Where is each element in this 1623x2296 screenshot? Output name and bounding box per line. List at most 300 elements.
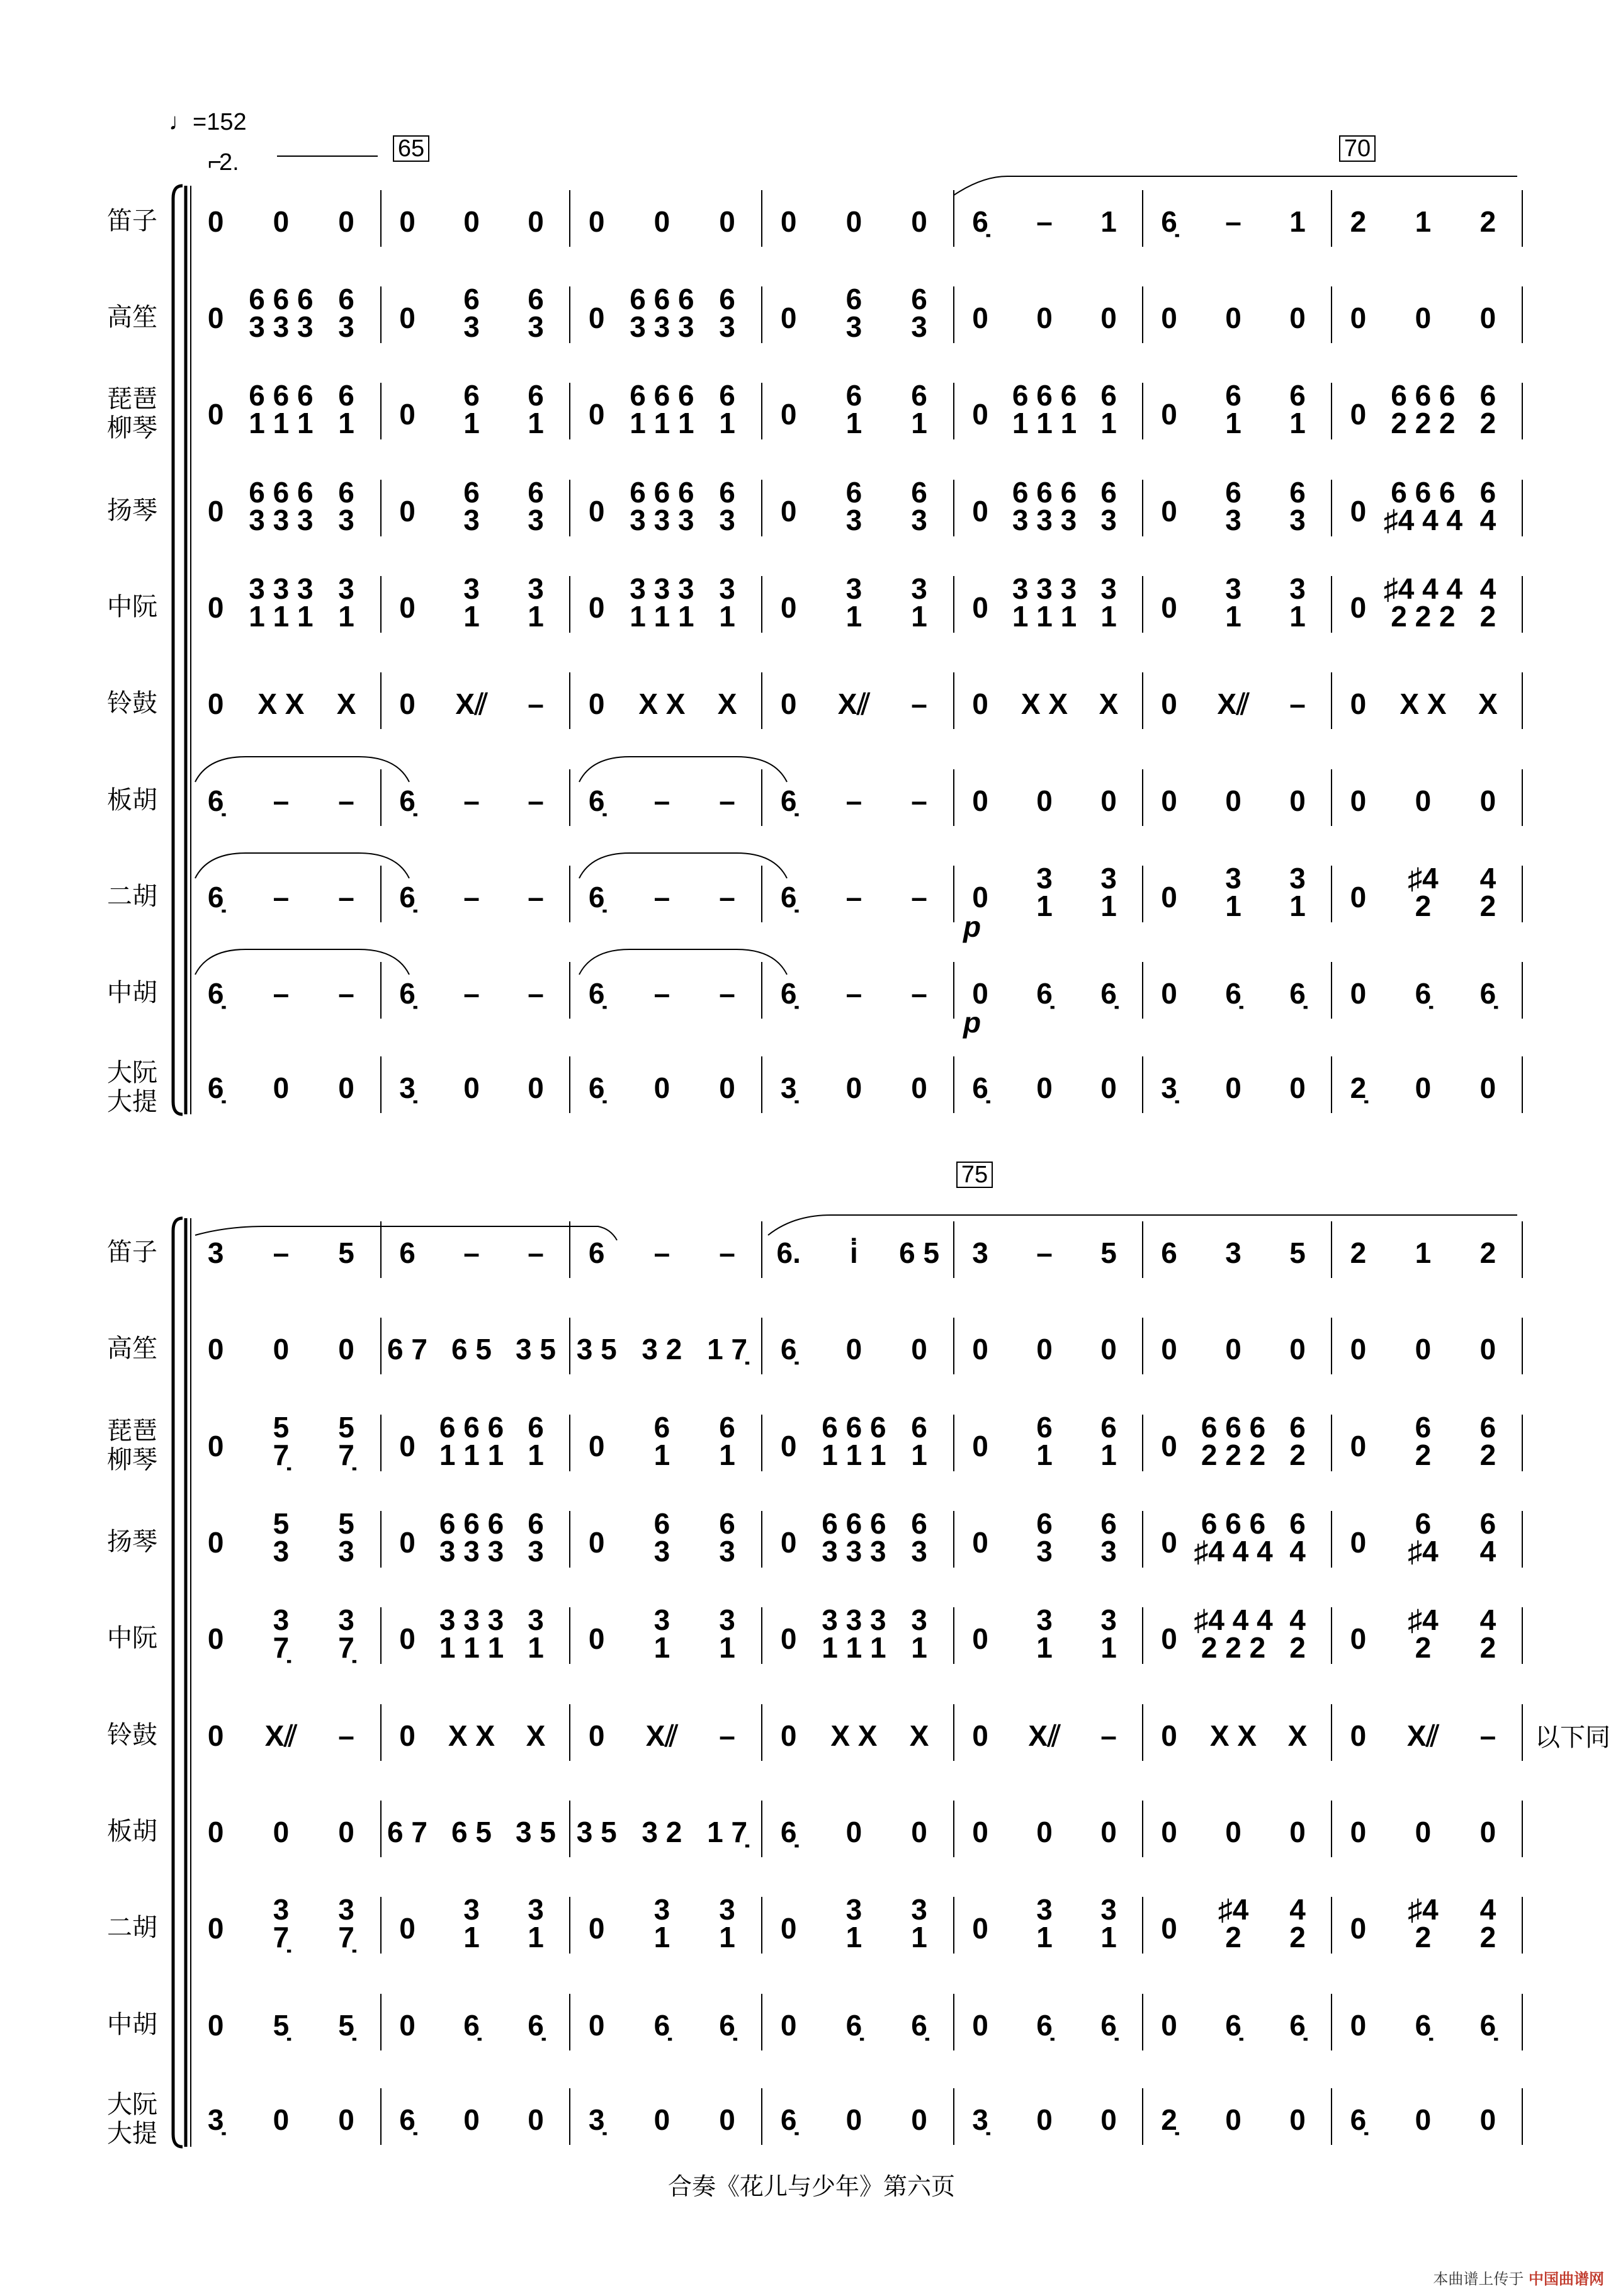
note-upper: 3 — [528, 572, 544, 605]
rehearsal-mark: 70 — [1343, 135, 1371, 162]
note-upper: 5 — [273, 1507, 290, 1540]
note: 0 — [780, 2009, 797, 2042]
note-lower: 7̣ — [338, 1921, 354, 1954]
note: – — [845, 977, 862, 1010]
note: 6̣ — [399, 977, 416, 1010]
note-lower: 3 3 3 — [1012, 504, 1077, 536]
note-lower: 2 — [1415, 1921, 1432, 1954]
note: 6̣ — [780, 977, 797, 1010]
note: 6̣ — [780, 1333, 797, 1366]
note: – — [1100, 1719, 1117, 1752]
note: 3 2 — [642, 1333, 682, 1366]
note-lower: 1 — [1289, 600, 1306, 633]
note: 0 — [207, 1816, 224, 1848]
note: 6̣ — [1415, 2009, 1432, 2042]
note: 3 — [972, 1236, 988, 1269]
note: 2̣ — [1161, 2103, 1177, 2136]
note: 0 — [338, 2103, 354, 2136]
note-upper: 6 — [528, 476, 544, 509]
note: 0 — [1350, 784, 1367, 817]
note-lower: 3 — [1289, 504, 1306, 536]
note: 0 — [1161, 1816, 1177, 1848]
note-upper: 3 — [1289, 572, 1306, 605]
instrument-label: 板胡 — [107, 786, 157, 815]
note-upper: 6 — [1225, 476, 1241, 509]
note: 0 — [1350, 977, 1367, 1010]
note: 6 5 — [899, 1236, 940, 1269]
note: 6̣ — [911, 2009, 927, 2042]
note-upper: 6 — [528, 1507, 544, 1540]
note-lower: 1 — [528, 1921, 544, 1954]
note: X⫽ — [1406, 1719, 1440, 1752]
note-upper: 6 — [1289, 1411, 1306, 1444]
note-lower: 2 — [1479, 1439, 1496, 1471]
note: 0 — [399, 1526, 416, 1559]
note: 0 — [972, 1912, 988, 1945]
note-upper: 3 — [1100, 572, 1117, 605]
note: 0 — [1479, 1816, 1496, 1848]
note-upper: 3 — [1036, 1603, 1053, 1636]
slur — [954, 176, 1517, 195]
instrument-label: 大阮 — [107, 1058, 157, 1087]
note-lower: 1 — [463, 407, 480, 439]
note: 0 — [1225, 302, 1241, 334]
note-upper: 3 — [653, 1893, 670, 1926]
note: 3 2 — [642, 1816, 682, 1848]
note: 0 — [972, 977, 988, 1010]
note-upper: 3 — [719, 1893, 735, 1926]
note: 0 — [845, 1333, 862, 1366]
note: – — [338, 784, 354, 817]
note-lower: 4 — [1479, 504, 1496, 536]
note: – — [719, 1719, 735, 1752]
note: – — [528, 977, 544, 1010]
note-lower: 3 — [463, 310, 480, 343]
note: 0 — [972, 784, 988, 817]
note-upper: 3 — [845, 1893, 862, 1926]
note-lower: 3 — [1100, 504, 1117, 536]
note: 0 — [1036, 1816, 1053, 1848]
note: 6̣ — [972, 1072, 988, 1104]
instrument-label: 中阮 — [107, 1624, 157, 1653]
note: 6̣ — [972, 205, 988, 238]
note-lower: 2 — [1415, 890, 1432, 922]
note: 6̣ — [1479, 977, 1496, 1010]
note-upper: 6 — [719, 1411, 735, 1444]
note-upper: 3 3 3 — [630, 572, 694, 605]
note-lower: 2 — [1225, 1921, 1241, 1954]
note-lower: 2 2 2 — [1201, 1439, 1266, 1471]
note: 6̣ — [1225, 2009, 1241, 2042]
note: 0 — [780, 687, 797, 720]
note: 6̣ — [780, 881, 797, 913]
note-lower: 1 — [1225, 407, 1241, 439]
note-upper: 6 — [528, 379, 544, 412]
note-upper: 4 — [1479, 572, 1496, 605]
note: 6̣ — [653, 2009, 670, 2042]
instrument-label: 高笙 — [107, 1334, 157, 1363]
note-upper: 3 3 3 — [249, 572, 314, 605]
note-upper: 6 6 6 — [1391, 476, 1456, 509]
note-upper: ♯4 — [1408, 1603, 1439, 1636]
note: 0 — [273, 2103, 290, 2136]
note-lower: 4 — [1479, 1535, 1496, 1568]
note: 3 — [207, 1236, 224, 1269]
note-lower: 3 3 3 — [822, 1535, 886, 1568]
note: 0 — [1161, 591, 1177, 624]
note-upper: 3 — [1289, 862, 1306, 895]
note-lower: 2 — [1479, 890, 1496, 922]
note-upper: 6 6 6 — [1201, 1507, 1266, 1540]
instrument-label: 二胡 — [107, 1913, 157, 1942]
note: 0 — [207, 302, 224, 334]
note-lower: 3 — [1100, 1535, 1117, 1568]
note-upper: 6 — [1289, 476, 1306, 509]
note: 0 — [1350, 2009, 1367, 2042]
note: 1 7̣ — [707, 1816, 748, 1848]
note: 0 — [1161, 784, 1177, 817]
ending-label: 2. — [219, 149, 239, 176]
note: X X — [1021, 687, 1068, 720]
note: 0 — [1225, 2103, 1241, 2136]
note: X — [1099, 687, 1119, 720]
note-lower: 3 — [463, 504, 480, 536]
instrument-label: 笛子 — [107, 1238, 157, 1267]
note: 0 — [911, 205, 927, 238]
note: 0 — [1350, 1526, 1367, 1559]
note-lower: 1 — [719, 600, 735, 633]
note-upper: 3 — [845, 572, 862, 605]
note: 0 — [1415, 302, 1432, 334]
note-upper: 4 — [1289, 1603, 1306, 1636]
note: 1 — [1289, 205, 1306, 238]
note: 0 — [207, 1430, 224, 1462]
watermark — [1433, 2266, 1604, 2288]
note-lower: 1 — [1289, 890, 1306, 922]
note: 0 — [588, 398, 605, 431]
note: 6̣ — [588, 784, 605, 817]
note-upper: 6 — [1036, 1507, 1053, 1540]
note: 0 — [780, 1430, 797, 1462]
note-lower: 3 — [338, 310, 354, 343]
note: 0 — [1225, 1816, 1241, 1848]
note: 0 — [528, 1072, 544, 1104]
note-lower: 3 3 3 — [249, 504, 314, 536]
note-lower: 1 — [845, 1921, 862, 1954]
note: 0 — [588, 2009, 605, 2042]
note-upper: 3 — [1100, 862, 1117, 895]
note: 0 — [1350, 591, 1367, 624]
note: 0 — [1161, 1430, 1177, 1462]
note-upper: 6 — [1415, 1411, 1432, 1444]
note: 3 5 — [576, 1333, 617, 1366]
note-lower: 1 1 1 — [249, 600, 314, 633]
note-upper: 6 6 6 — [439, 1507, 504, 1540]
slur — [195, 757, 409, 782]
note: 0 — [1161, 495, 1177, 528]
note: 3 5 — [516, 1816, 556, 1848]
note-upper: 3 — [338, 572, 354, 605]
note: 0 — [972, 881, 988, 913]
note: 5̣ — [273, 2009, 290, 2042]
note: – — [273, 977, 290, 1010]
note-lower: 3 — [528, 504, 544, 536]
instrument-label: 扬琴 — [107, 496, 157, 525]
note: 0 — [588, 302, 605, 334]
instrument-label: 中胡 — [107, 2010, 157, 2039]
note: – — [719, 881, 735, 913]
note: – — [719, 977, 735, 1010]
instrument-label: 笛子 — [107, 206, 157, 235]
note-upper: 3 — [1100, 1893, 1117, 1926]
note: 0 — [719, 2103, 735, 2136]
note: 6̣ — [780, 784, 797, 817]
note: 0 — [399, 398, 416, 431]
note-lower: 1 — [1225, 890, 1241, 922]
note: 0 — [780, 1719, 797, 1752]
note-lower: 1 — [845, 407, 862, 439]
note: – — [528, 1236, 544, 1269]
note-upper: 6 — [338, 476, 354, 509]
note: 5 — [1100, 1236, 1117, 1269]
note: 0 — [1036, 1333, 1053, 1366]
note: 0 — [1161, 1622, 1177, 1655]
note-upper: 6 6 6 — [249, 379, 314, 412]
note: 6 7 — [387, 1333, 427, 1366]
note-lower: 1 1 1 — [249, 407, 314, 439]
note: 3̣ — [588, 2103, 605, 2136]
note-lower: 3 — [719, 310, 735, 343]
note-lower: 3 — [845, 504, 862, 536]
note: 0 — [338, 205, 354, 238]
note: 0 — [207, 1912, 224, 1945]
note: 0 — [207, 1526, 224, 1559]
note-upper: 6 6 6 — [1201, 1411, 1266, 1444]
note: 3 — [1225, 1236, 1241, 1269]
note: 0 — [588, 1912, 605, 1945]
note: 6 — [399, 1236, 416, 1269]
note-lower: ♯4 — [1408, 1535, 1439, 1568]
note: X X — [638, 687, 686, 720]
note-upper: 6 — [911, 1411, 927, 1444]
note: X X — [448, 1719, 495, 1752]
system-brace — [173, 186, 183, 1114]
note: 6̣ — [399, 784, 416, 817]
note: X — [1287, 1719, 1308, 1752]
note-upper: 5 — [338, 1411, 354, 1444]
note: 0 — [1100, 784, 1117, 817]
note: – — [845, 784, 862, 817]
note-lower: 1 1 1 — [630, 407, 694, 439]
note-lower: 3 — [1036, 1535, 1053, 1568]
note: 0 — [911, 1072, 927, 1104]
note: 6̣ — [207, 881, 224, 913]
note: 0 — [399, 495, 416, 528]
note: 0 — [1161, 2009, 1177, 2042]
note: – — [1036, 1236, 1053, 1269]
note: 0 — [780, 205, 797, 238]
note-lower: 3 — [911, 1535, 927, 1568]
note-upper: ♯4 — [1218, 1893, 1249, 1926]
note: – — [911, 784, 927, 817]
note: 0 — [528, 2103, 544, 2136]
slur — [579, 757, 787, 782]
note-lower: 1 1 1 — [439, 1439, 504, 1471]
instrument-label: 大提 — [107, 2119, 157, 2148]
note: X⫽ — [264, 1719, 298, 1752]
note: 3̣ — [207, 2103, 224, 2136]
note: 0 — [972, 1816, 988, 1848]
note-upper: 6 6 6 — [1012, 476, 1077, 509]
note-upper: 6 — [719, 379, 735, 412]
note: 0 — [972, 1430, 988, 1462]
note: X⫽ — [837, 687, 871, 720]
note-lower: 3 — [528, 310, 544, 343]
note: 0 — [1161, 1719, 1177, 1752]
note: 6̣ — [1036, 977, 1053, 1010]
note: 6̣ — [207, 784, 224, 817]
note-lower: 2 — [1415, 1439, 1432, 1471]
note: 0 — [719, 1072, 735, 1104]
note-lower: 1 — [1036, 1439, 1053, 1471]
note-lower: 1 1 1 — [822, 1439, 886, 1471]
note: 0 — [1289, 784, 1306, 817]
note-lower: 1 — [1100, 1631, 1117, 1664]
note: 3̣ — [972, 2103, 988, 2136]
note: 1 — [1415, 205, 1432, 238]
instrument-label: 铃鼓 — [107, 689, 157, 718]
note: – — [653, 784, 670, 817]
note-upper: 6 6 6 — [249, 283, 314, 315]
note-upper: 6 — [1100, 1507, 1117, 1540]
slur — [579, 853, 787, 878]
note-upper: ♯4 — [1408, 862, 1439, 895]
note: 0 — [1415, 784, 1432, 817]
note: 0 — [780, 495, 797, 528]
note-upper: 6 — [719, 476, 735, 509]
note: 6̣ — [780, 2103, 797, 2136]
note-lower: 1 1 1 — [630, 600, 694, 633]
note: X X — [830, 1719, 878, 1752]
note: 0 — [207, 2009, 224, 2042]
instrument-label: 柳琴 — [107, 1445, 157, 1474]
instrument-label: 中胡 — [107, 978, 157, 1007]
note-lower: 1 — [1100, 890, 1117, 922]
instrument-label: 二胡 — [107, 882, 157, 911]
note: – — [273, 1236, 290, 1269]
note-upper: 4 — [1479, 1603, 1496, 1636]
note-lower: 1 — [719, 1631, 735, 1664]
note-upper: 6 — [653, 1507, 670, 1540]
note-lower: 3 — [719, 1535, 735, 1568]
note-lower: 3 — [273, 1535, 290, 1568]
note: 0 — [588, 205, 605, 238]
note-lower: 3 3 3 — [630, 504, 694, 536]
note: X X — [257, 687, 305, 720]
note-lower: 1 — [719, 407, 735, 439]
note: 6̣ — [1479, 2009, 1496, 2042]
note-upper: 6 — [338, 379, 354, 412]
note-upper: 6 — [911, 283, 927, 315]
note: – — [463, 784, 480, 817]
note: 0 — [1225, 1072, 1241, 1104]
note: – — [1479, 1719, 1496, 1752]
note-upper: 3 3 3 — [822, 1603, 886, 1636]
note: 6̣ — [463, 2009, 480, 2042]
note-upper: 6 — [719, 283, 735, 315]
note: 0 — [1479, 1072, 1496, 1104]
note-upper: 6 — [1225, 379, 1241, 412]
note-upper: 6 6 6 — [1391, 379, 1456, 412]
note: 6 5 — [451, 1333, 492, 1366]
note-upper: 6 6 6 — [1012, 379, 1077, 412]
note-lower: 1 — [463, 1921, 480, 1954]
note: 0 — [399, 591, 416, 624]
note: 0 — [1100, 1072, 1117, 1104]
note: X X — [1400, 687, 1447, 720]
note: 0 — [1161, 1333, 1177, 1366]
note: X — [909, 1719, 929, 1752]
note-lower: 1 1 1 — [1012, 600, 1077, 633]
note-upper: 6 — [463, 283, 480, 315]
note-lower: 1 — [911, 1631, 927, 1664]
note: 2̣ — [1350, 1072, 1367, 1104]
note: 0 — [338, 1333, 354, 1366]
note-lower: 2 2 2 — [1391, 407, 1456, 439]
note-lower: ♯4 4 4 — [1194, 1535, 1273, 1568]
note: 0 — [207, 687, 224, 720]
slur — [195, 853, 409, 878]
instrument-label: 中阮 — [107, 592, 157, 621]
note: i̇ — [850, 1236, 858, 1269]
note-lower: 1 — [1100, 407, 1117, 439]
note: 6̣ — [719, 2009, 735, 2042]
note-upper: 3 — [653, 1603, 670, 1636]
note-lower: 1 — [1036, 890, 1053, 922]
note-upper: 6 — [1100, 476, 1117, 509]
note-upper: 6 — [463, 476, 480, 509]
note-upper: 3 — [1036, 862, 1053, 895]
note: 0 — [780, 1526, 797, 1559]
slur — [579, 949, 787, 975]
note: 0 — [207, 1333, 224, 1366]
note: 6̣ — [780, 1816, 797, 1848]
note-upper: 3 3 3 — [1012, 572, 1077, 605]
note-lower: 7̣ — [273, 1631, 290, 1664]
note: 0 — [845, 1072, 862, 1104]
note: 0 — [1350, 1912, 1367, 1945]
note-upper: 6 — [911, 476, 927, 509]
note: X⫽ — [1217, 687, 1250, 720]
note: 0 — [1036, 1072, 1053, 1104]
note: 6̣ — [207, 977, 224, 1010]
note: 6̣ — [207, 1072, 224, 1104]
note-upper: 3 — [719, 1603, 735, 1636]
note-lower: 3 — [719, 504, 735, 536]
note: 5 — [1289, 1236, 1306, 1269]
note: 0 — [273, 1072, 290, 1104]
note-upper: 6 — [1415, 1507, 1432, 1540]
note: 0 — [399, 205, 416, 238]
note-upper: 6 — [463, 379, 480, 412]
note: 0 — [1479, 1333, 1496, 1366]
note-upper: ♯4 4 4 — [1383, 572, 1463, 605]
note: 0 — [653, 205, 670, 238]
watermark-prefix: 本曲谱上传于 — [1433, 2270, 1524, 2288]
note: 0 — [399, 1622, 416, 1655]
note: 6̣ — [588, 1072, 605, 1104]
note: – — [463, 1236, 480, 1269]
